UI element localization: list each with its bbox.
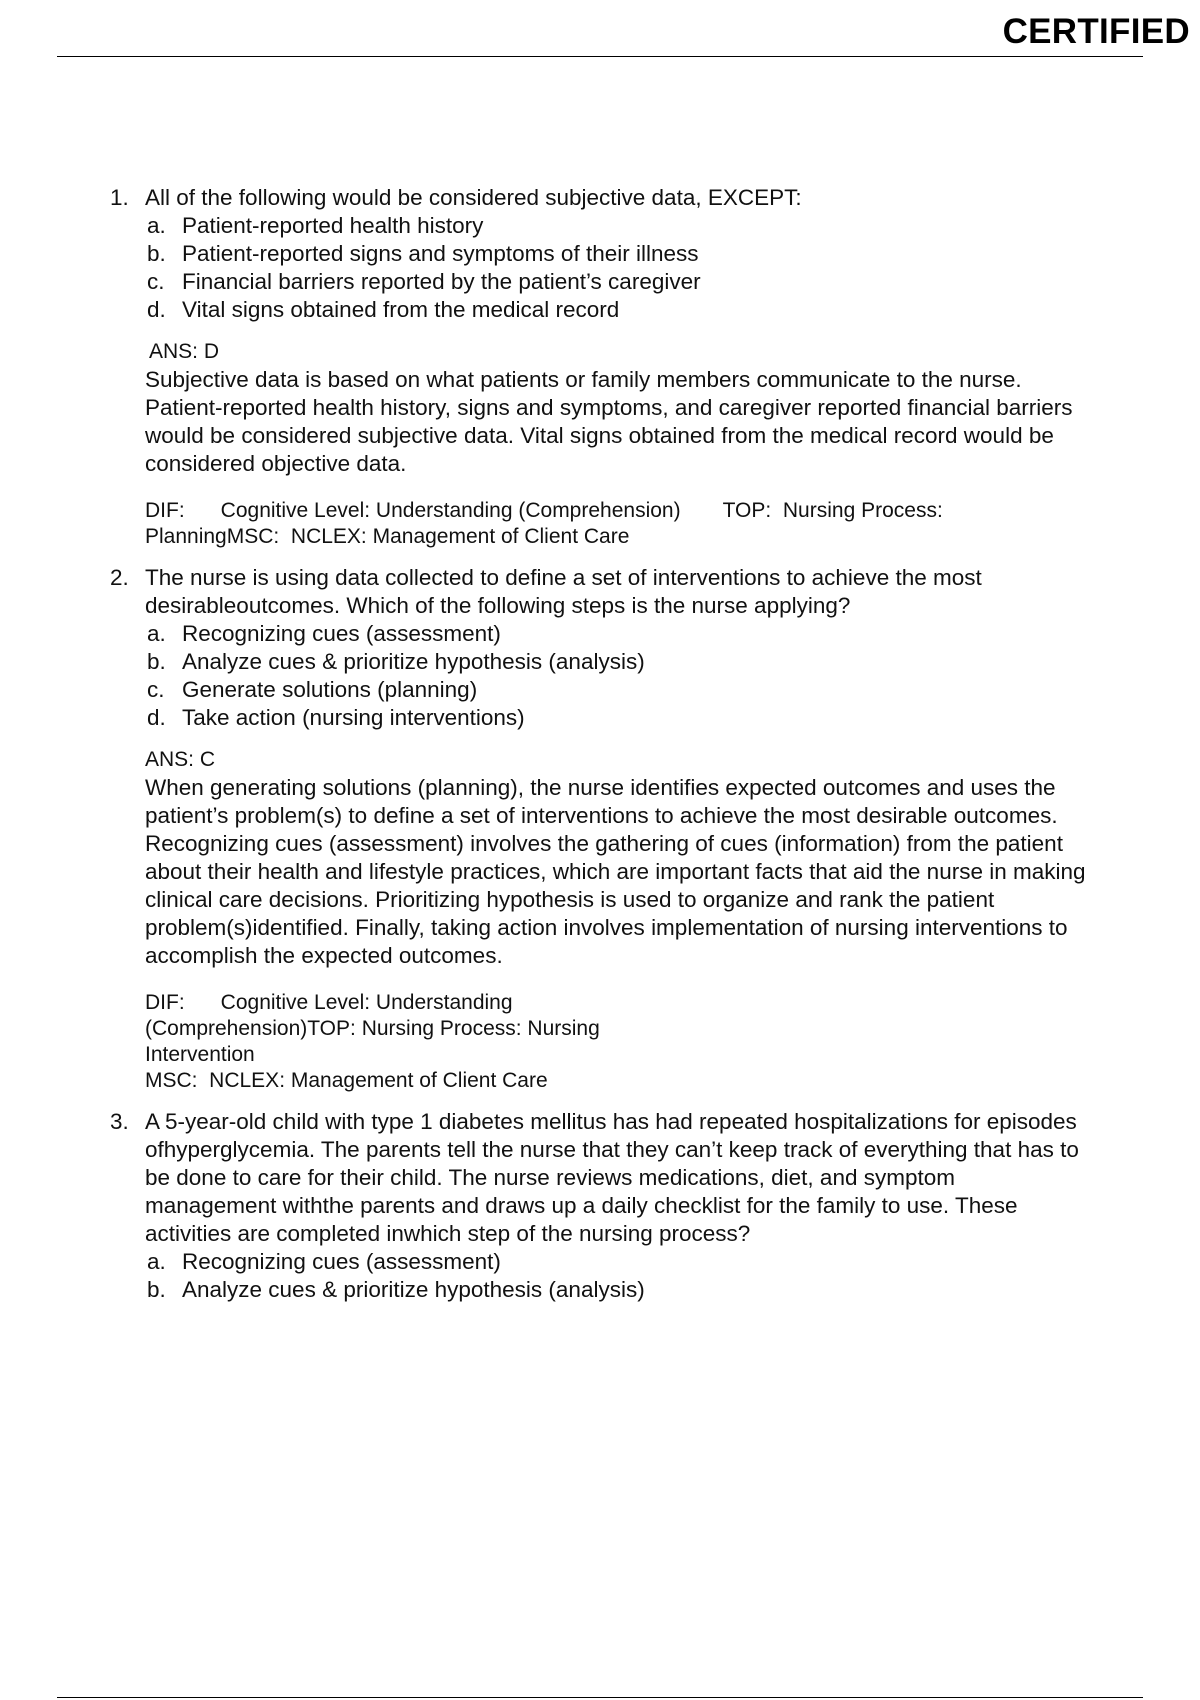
answer-options: [0, 620, 1200, 732]
question-meta: [0, 498, 1200, 550]
top-label: TOP:: [722, 499, 772, 522]
dif-value: Cognitive Level: Understanding: [220, 991, 513, 1014]
question-stem: The nurse is using data collected to define a set of interventions to achieve the most desirableoutcomes. Which of the following steps is the nurse applying?: [145, 565, 982, 618]
option-c: [0, 268, 1200, 296]
option-letter: c.: [147, 269, 165, 294]
answer-options: [0, 1248, 1200, 1304]
option-letter: b.: [147, 241, 166, 266]
option-text: Analyze cues & prioritize hypothesis (analysis): [182, 649, 645, 674]
option-letter: d.: [147, 705, 166, 730]
question-1: [0, 184, 1200, 550]
meta-line-3: Intervention: [145, 1043, 255, 1066]
option-letter: c.: [147, 677, 165, 702]
dif-label: DIF:: [145, 499, 185, 522]
footer-rule: [57, 1697, 1143, 1698]
dif-value: Cognitive Level: Understanding (Comprehension): [220, 499, 681, 522]
option-d: [0, 704, 1200, 732]
meta-line-4: MSC: NCLEX: Management of Client Care: [145, 1069, 548, 1092]
rationale: When generating solutions (planning), the nurse identifies expected outcomes and uses the patient’s problem(s) to define a set of interventions to achieve the most desirable outcomes. Recognizing cues (assessment) involves the gathering of cues (information) from the patient about their health and lifestyle practices, which are important facts that aid the nurse in making clinical care decisions. Prioritizing hypothesis is used to organize and rank the patient problem(s)identified. Finally, taking action involves implementation of nursing interventions to accomplish the expected outcomes.: [145, 775, 1086, 968]
option-b: [0, 648, 1200, 676]
option-text: Recognizing cues (assessment): [182, 1249, 501, 1274]
option-letter: b.: [147, 649, 166, 674]
option-text: Financial barriers reported by the patient’s caregiver: [182, 269, 701, 294]
question-meta: [0, 990, 1200, 1094]
option-letter: a.: [147, 621, 166, 646]
question-number: 2.: [110, 565, 129, 590]
question-stem: All of the following would be considered subjective data, EXCEPT:: [145, 185, 802, 210]
question-number: 3.: [110, 1109, 129, 1134]
top-value: Nursing Process:: [782, 499, 943, 522]
rationale: Subjective data is based on what patients or family members communicate to the nurse. Patient-reported health history, signs and symptoms, and caregiver reported financial barriers would be considered subjective data. Vital signs obtained from the medical record would be considered objective data.: [145, 367, 1073, 476]
option-b: [0, 240, 1200, 268]
answer-options: [0, 212, 1200, 324]
option-c: [0, 676, 1200, 704]
question-number: 1.: [110, 185, 129, 210]
option-letter: a.: [147, 1249, 166, 1274]
document-header-title: CERTIFIED: [1002, 12, 1190, 51]
question-stem: A 5-year-old child with type 1 diabetes mellitus has had repeated hospitalizations for episodes ofhyperglycemia. The parents tell the nurse that they can’t keep track of everything that has to be done to care for their child. The nurse reviews medications, diet, and symptom management withthe parents and draws up a daily checklist for the family to use. These activities are completed inwhich step of the nursing process?: [145, 1109, 1079, 1246]
option-text: Recognizing cues (assessment): [182, 621, 501, 646]
option-letter: d.: [147, 297, 166, 322]
meta-line-2: PlanningMSC: NCLEX: Management of Client Care: [145, 525, 630, 548]
option-a: [0, 212, 1200, 240]
option-text: Take action (nursing interventions): [182, 705, 525, 730]
question-3: [0, 1108, 1200, 1304]
option-letter: b.: [147, 1277, 166, 1302]
header-rule: [57, 56, 1143, 57]
answer-key: ANS: C: [145, 748, 216, 771]
question-2: [0, 564, 1200, 1094]
meta-line-2: (Comprehension)TOP: Nursing Process: Nursing: [145, 1017, 600, 1040]
option-letter: a.: [147, 213, 166, 238]
meta-line-1: [145, 990, 1090, 1016]
option-text: Vital signs obtained from the medical record: [182, 297, 620, 322]
meta-line-1: [145, 498, 1090, 524]
option-text: Analyze cues & prioritize hypothesis (analysis): [182, 1277, 645, 1302]
option-a: [0, 1248, 1200, 1276]
dif-label: DIF:: [145, 991, 185, 1014]
answer-key: ANS: D: [149, 340, 220, 363]
option-text: Generate solutions (planning): [182, 677, 478, 702]
option-text: Patient-reported health history: [182, 213, 484, 238]
option-d: [0, 296, 1200, 324]
option-b: [0, 1276, 1200, 1304]
option-a: [0, 620, 1200, 648]
question-list: [0, 184, 1200, 1318]
option-text: Patient-reported signs and symptoms of their illness: [182, 241, 699, 266]
